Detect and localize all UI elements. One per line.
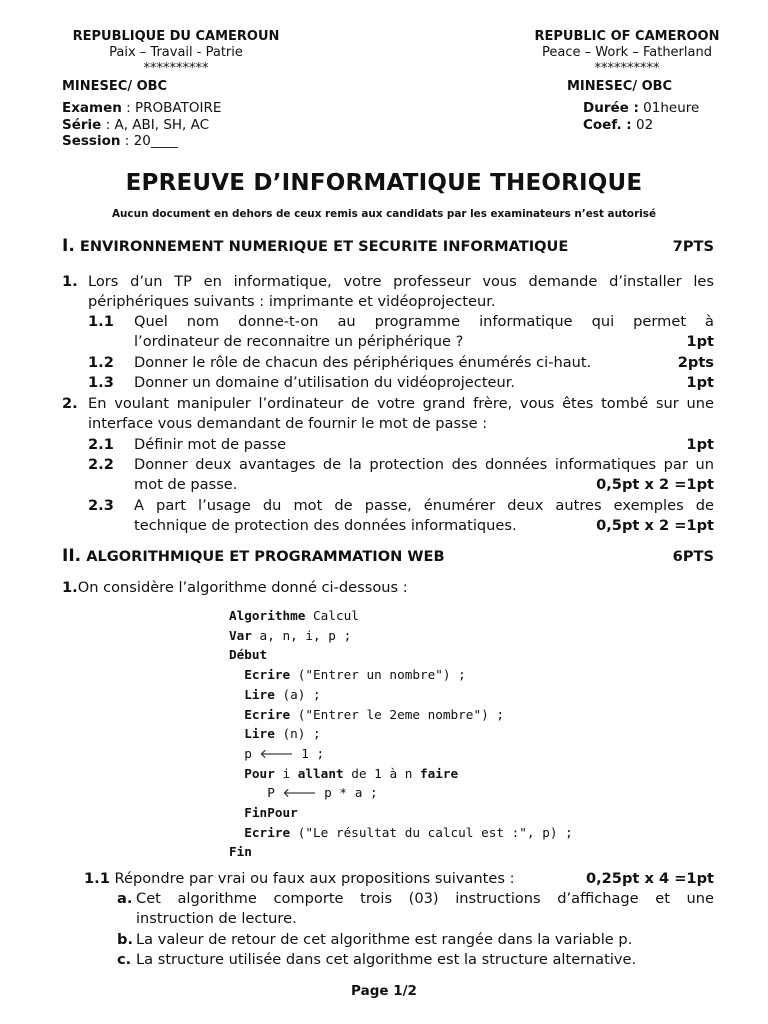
session-value: : 20____ [120,133,178,149]
q1-3-points: 1pt [686,374,714,391]
code-keyword: Pour [244,765,275,781]
ministry-left: MINESEC/ OBC [62,79,168,94]
s2-q1-1-number: 1.1 [84,870,110,887]
session-label: Session [62,133,121,149]
section-1-heading [62,236,714,256]
item-c-letter: c. [117,951,132,968]
code-line [229,764,573,784]
q2-3-number: 2.3 [88,497,114,514]
code-keyword: Début [229,647,268,663]
code-text: (n) ; [274,726,321,742]
code-text: ("Entrer un nombre") ; [290,667,466,683]
exam-notice: Aucun document en dehors de ceux remis aux candidats par les examinateurs n’est autorisé [111,208,656,220]
item-a-line2: instruction de lecture. [136,910,297,927]
duree-value: 01heure [638,100,700,116]
q2-line1: En voulant manipuler l’ordinateur de votre grand frère, vous êtes tombé sur une [88,395,714,412]
s2-q1 [62,578,408,598]
section-2-number: II. [62,546,82,566]
q1-1-points: 1pt [686,333,714,350]
q1-3-number: 1.3 [88,374,114,391]
q2-1-number: 2.1 [88,436,114,453]
code-indent [229,805,244,820]
q2-3-line1: A part l’usage du mot de passe, énumérer deux autres exemples de [134,497,714,514]
code-line [229,685,573,705]
duree-line [583,100,699,117]
q2-line2: interface vous demandant de fournir le mot de passe : [88,415,488,432]
code-text: (a) ; [274,686,321,702]
coef-line [583,117,699,134]
code-text: P 🡐 p * a ; [267,785,378,801]
q2-2-points: 0,5pt x 2 =1pt [596,476,714,493]
coef-label: Coef. : [583,116,632,133]
q1-2-points: 2pts [677,354,714,371]
s2-q1-1 [84,869,515,889]
code-keyword: Lire [244,726,275,742]
q1-1-number: 1.1 [88,313,114,330]
q1-2-line1: Donner le rôle de chacun des périphériques énumérés ci-haut. [134,354,592,371]
code-text: Calcul [305,608,359,623]
item-c-line1: La structure utilisée dans cet algorithme est la structure alternative. [136,951,637,968]
q2-1-line1: Définir mot de passe [134,436,287,453]
page-number: Page 1/2 [351,983,417,999]
coef-value: 02 [631,116,654,133]
exam-title: EPREUVE D’INFORMATIQUE THEORIQUE [125,170,643,196]
stars-left: ********** [143,61,209,76]
q2-number: 2. [62,395,78,412]
code-keyword: faire [420,765,459,781]
serie-value: : A, ABI, SH, AC [101,116,210,133]
exam-meta-right [583,100,699,133]
header-right [515,29,739,77]
code-text: a, n, i, p ; [251,627,352,643]
q1-number: 1. [62,273,78,290]
motto-en: Peace – Work – Fatherland [542,45,712,60]
q1-line1: Lors d’un TP en informatique, votre professeur vous demande d’installer les [88,273,714,290]
section-1-number: I. [62,236,75,256]
code-text: ("Entrer le 2eme nombre") ; [290,706,505,722]
code-line [229,665,573,685]
q2-2-line2: mot de passe. [134,476,238,493]
q1-1-line1: Quel nom donne-t-on au programme informatique qui permet à [134,313,714,330]
code-indent [229,746,244,761]
code-keyword: Ecrire [244,706,291,722]
code-line [229,705,573,725]
code-keyword: allant [297,765,344,781]
q1-3-line1: Donner un domaine d’utilisation du vidéoprojecteur. [134,374,516,391]
exam-value: : PROBATOIRE [121,100,222,116]
s2-q1-text: On considère l’algorithme donné ci-dessous : [77,579,408,596]
code-keyword: Ecrire [244,667,291,683]
code-text: i [274,765,298,781]
q1-1-line2: l’ordinateur de reconnaitre un périphérique ? [134,333,464,350]
code-line [229,803,573,823]
country-fr: REPUBLIQUE DU CAMEROUN [72,29,280,44]
code-keyword: Var [229,627,252,643]
code-line [229,842,573,862]
code-indent [229,785,267,800]
code-indent [229,766,244,781]
code-line [229,626,573,646]
motto-fr: Paix – Travail - Patrie [109,45,243,60]
code-keyword: FinPour [244,805,298,821]
code-line [229,823,573,843]
code-line [229,645,573,665]
q2-3-points: 0,5pt x 2 =1pt [596,517,714,534]
code-line [229,606,573,626]
code-keyword: Ecrire [244,824,291,840]
item-a-line1: Cet algorithme comporte trois (03) instructions d’affichage et une [136,890,714,907]
session-line [62,133,221,150]
code-text: de 1 à n [343,765,420,781]
section-1-points: 7PTS [672,238,714,255]
algorithm-code [229,606,573,862]
code-line [229,783,573,803]
code-text: p 🡐 1 ; [244,745,325,761]
exam-line [62,100,221,117]
section-1-title: ENVIRONNEMENT NUMERIQUE ET SECURITE INFORMATIQUE [74,238,569,255]
code-indent [229,726,244,741]
q2-3-line2: technique de protection des données informatiques. [134,517,517,534]
code-indent [229,667,244,682]
serie-label: Série [62,116,102,133]
header-left [62,29,290,77]
exam-meta-left [62,100,221,150]
duree-label: Durée : [583,100,639,116]
code-indent [229,825,244,840]
section-2-heading [62,546,714,566]
serie-line [62,117,221,134]
code-line [229,724,573,744]
s2-q1-number: 1. [62,579,78,596]
code-keyword: Algorithme [229,608,306,623]
q2-2-line1: Donner deux avantages de la protection des données informatiques par un [134,456,714,473]
section-2-points: 6PTS [672,548,714,565]
code-line [229,744,573,764]
section-2-title: ALGORITHMIQUE ET PROGRAMMATION WEB [81,548,445,565]
item-b-line1: La valeur de retour de cet algorithme est rangée dans la variable p. [136,931,633,948]
code-indent [229,687,244,702]
s2-q1-1-text: Répondre par vrai ou faux aux propositions suivantes : [109,870,515,887]
item-a-letter: a. [117,890,133,907]
code-keyword: Fin [229,844,252,860]
q2-2-number: 2.2 [88,456,114,473]
exam-label: Examen [62,100,122,116]
code-text: ("Le résultat du calcul est :", p) ; [290,824,573,840]
country-en: REPUBLIC OF CAMEROON [534,29,720,44]
q2-1-points: 1pt [686,436,714,453]
q1-line2: périphériques suivants : imprimante et vidéoprojecteur. [88,293,496,310]
ministry-right: MINESEC/ OBC [567,79,673,94]
code-keyword: Lire [244,686,275,702]
s2-q1-1-points: 0,25pt x 4 =1pt [585,870,714,887]
item-b-letter: b. [117,931,133,948]
stars-right: ********** [594,61,660,76]
q1-2-number: 1.2 [88,354,114,371]
code-indent [229,707,244,722]
